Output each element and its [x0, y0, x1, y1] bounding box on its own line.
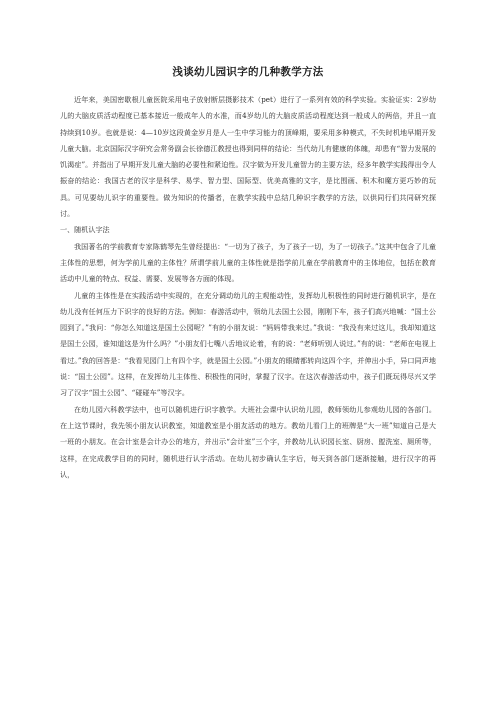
- section-paragraph-3: 在幼儿园六科教学法中，也可以随机进行识字教学。大班社会课中认识幼儿园，教师领幼儿参观幼儿园的各部门。在上这节课时，我先领小朋友认识教室，知道教室是小朋友活动的地方。教幼儿看门上的班牌是“大一班”知道自己是大一班的小朋友。在会计室是会计办公的地方，并出示“会计室”三个字，并教幼儿认识园长室、厨房、盥洗室、厕所等，这样，在完成教学目的的同时，随机进行认字活动。在幼儿初步确认生字后，每天到各部门逐渐接触，进行汉字的再认，: [60, 404, 436, 479]
- section-heading: 一、随机认字法: [60, 225, 110, 235]
- intro-paragraph: 近年来，美国密歇根儿童医院采用电子放射断层摄影技术（pet）进行了一系列有效的科学实验。实验证实：2岁幼儿的大脑皮质活动程度已基本接近一般成年人的水准，而4岁幼儿的大脑皮质活动程度达到一般成人的两倍，并且一直持续到10岁。也就是说：4—10岁这段黄金岁月是人一生中学习能力的顶峰期，要采用多种模式，不失时机地早期开发儿童大脑。北京国际汉字研究会常务副会长徐德江教授也得到同样的结论：当代幼儿有健康的体魄，却患有“智力发展的饥渴症”。并指出了早期开发儿童大脑的必要性和紧迫性。汉字做为开发儿童智力的主要方法，经多年教学实践得出令人振奋的结论：我国古老的汉字是科学、易学、智力型、国际型、优美高雅的文字，是比围画、积木和魔方更巧妙的玩具。可见要幼儿识字的重要性。做为知识的传播者，在教学实践中总结几种识字教学的方法，以供同行们共同研究探讨。: [60, 95, 436, 219]
- document-title: 浅谈幼儿园识字的几种教学方法: [172, 66, 324, 78]
- section-paragraph-1: 我国著名的学前教育专家陈鹤琴先生曾经提出：“一切为了孩子，为了孩子一切，为了一切孩子。”这其中包含了儿童主体性的思想，何为学前儿童的主体性？所谓学前儿童的主体性就是指学前儿童在学前教育中的主体地位，包括在教育活动中儿童的特点、权益、需要、发展等各方面的体现。: [60, 241, 436, 284]
- section-paragraph-2: 儿童的主体性是在实践活动中实现的，在充分调动幼儿的主观能动性，发挥幼儿积极性的同时进行随机识字，是在幼儿没有任何压力下识字的良好的方法。例如：春游活动中，领幼儿去国土公园，刚刚下车，孩子们高兴地喊：“国土公园到了。”我问：“你怎么知道这是国土公园呢？”有的小朋友说：“妈妈带我来过。”我说：“我没有来过这儿，我却知道这是国土公园，谁知道这是为什么吗？”小朋友们七嘴八舌地议论着，有的说：“老师听别人说过。”有的说：“老师在电视上看过。”我的回答是：“我看见园门上有四个字，就是国土公园。”小朋友的眼睛都转向这四个字，并伸出小手，异口同声地说：“国土公园”。这样，在发挥幼儿主体性、积极性的同时，掌握了汉字。在这次春游活动中，孩子们既玩得尽兴又学习了汉字“国土公园”、“碰碰车”等汉字。: [60, 290, 436, 398]
